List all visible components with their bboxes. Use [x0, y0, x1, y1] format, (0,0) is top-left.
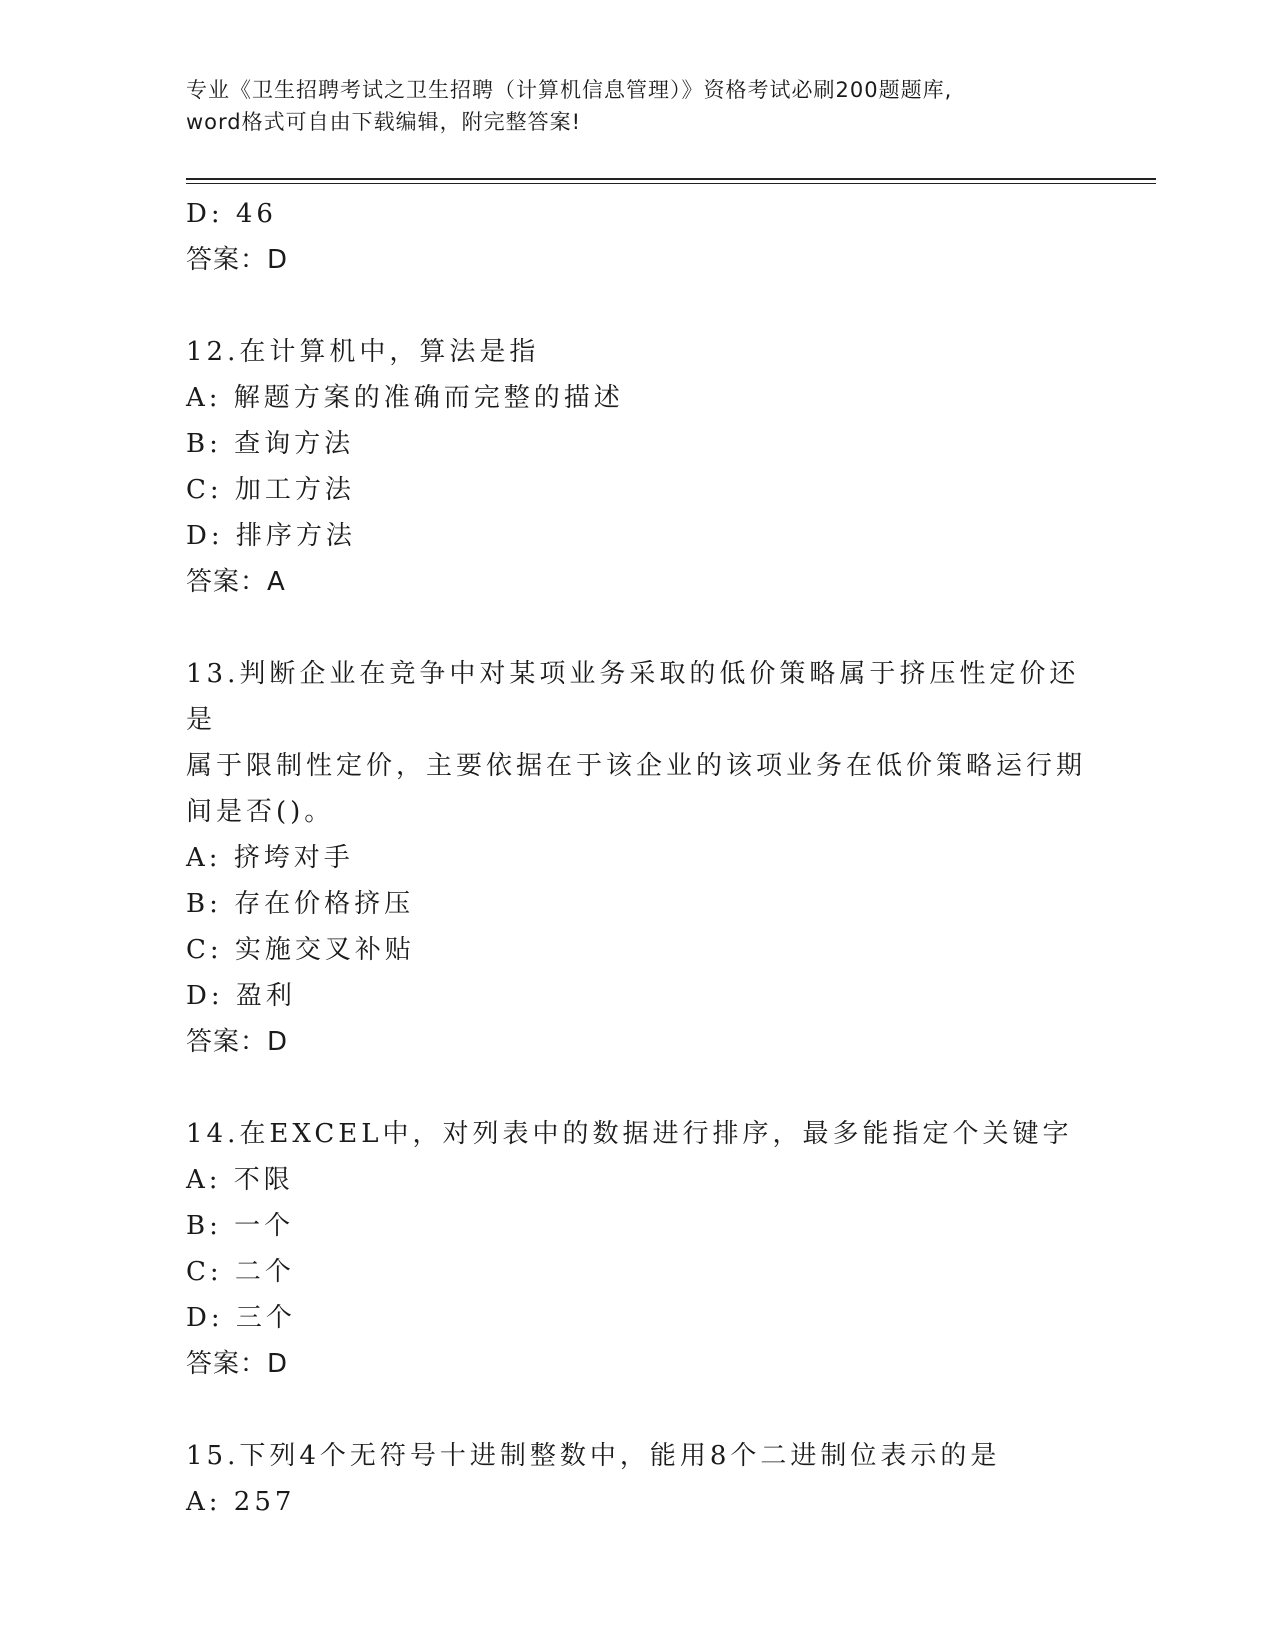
header-divider-thick	[186, 178, 1156, 180]
option-d: D: 盈利	[186, 981, 296, 1011]
answer: 答案：D	[186, 245, 289, 275]
option-a: A: 挤垮对手	[186, 843, 354, 873]
option-a: A: 解题方案的准确而完整的描述	[186, 383, 624, 413]
question-stem: 12.在计算机中，算法是指	[186, 337, 540, 367]
question-list	[186, 191, 1086, 1525]
option-c: C: 加工方法	[186, 475, 355, 505]
question-15	[186, 1433, 1086, 1525]
option-d: D: 三个	[186, 1303, 296, 1333]
option-c: C: 实施交叉补贴	[186, 935, 415, 965]
header-divider-thin	[186, 183, 1156, 184]
header-title-line-2: word格式可自由下载编辑，附完整答案!	[186, 110, 582, 134]
question-stem-line-1: 13.判断企业在竞争中对某项业务采取的低价策略属于挤压性定价还是	[186, 659, 1080, 735]
question-12	[186, 329, 1086, 605]
question-stem: 14.在EXCEL中，对列表中的数据进行排序，最多能指定个关键字	[186, 1119, 1073, 1149]
option-b: B: 查询方法	[186, 429, 355, 459]
question-stem-line-2: 属于限制性定价，主要依据在于该企业的该项业务在低价策略运行期	[186, 751, 1087, 781]
answer: 答案：A	[186, 567, 286, 597]
option-d: D: 排序方法	[186, 521, 356, 551]
answer: 答案：D	[186, 1027, 289, 1057]
option-d: D: 46	[186, 199, 277, 229]
question-11-tail	[186, 191, 1086, 283]
question-stem-line-3: 间是否()。	[186, 797, 335, 827]
option-c: C: 二个	[186, 1257, 295, 1287]
option-b: B: 存在价格挤压	[186, 889, 415, 919]
header-title-line-1: 专业《卫生招聘考试之卫生招聘（计算机信息管理）》资格考试必刷200题题库,	[186, 78, 953, 102]
option-b: B: 一个	[186, 1211, 295, 1241]
option-a: A: 不限	[186, 1165, 294, 1195]
answer: 答案：D	[186, 1349, 289, 1379]
document-header	[186, 74, 1086, 138]
option-a: A: 257	[186, 1487, 296, 1517]
question-13	[186, 651, 1086, 1065]
question-14	[186, 1111, 1086, 1387]
question-stem: 15.下列4个无符号十进制整数中，能用8个二进制位表示的是	[186, 1441, 1001, 1471]
